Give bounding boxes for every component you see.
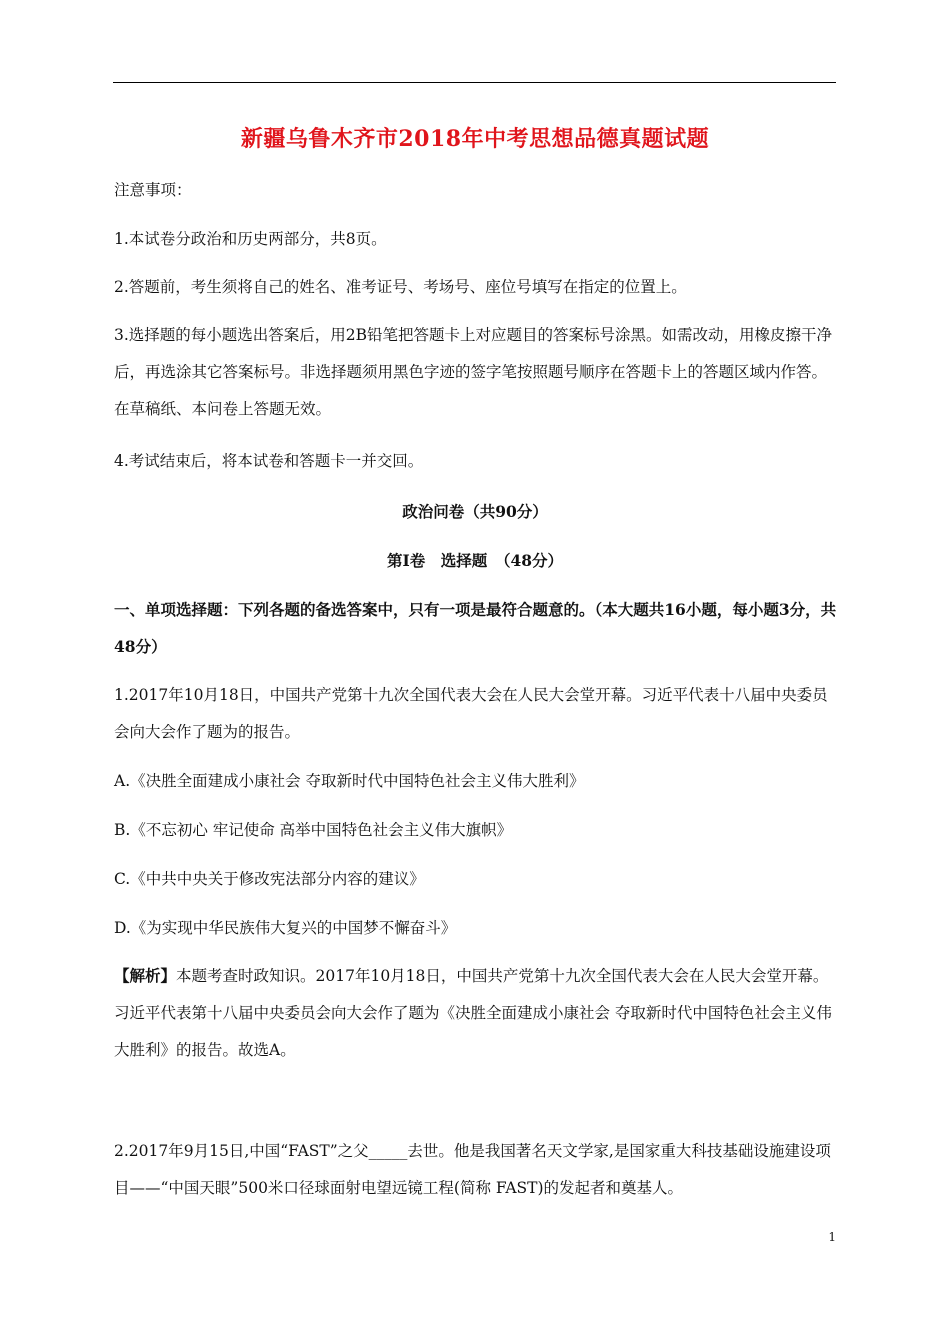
notice-item-1: 1.本试卷分政治和历史两部分，共8页。 <box>114 230 387 248</box>
question-1-stem: 1.2017年10月18日，中国共产党第十九次全国代表大会在人民大会堂开幕。习近平代表十八届中央委员会向大会作了题为的报告。 <box>114 686 828 741</box>
notice-item-3: 3.选择题的每小题选出答案后，用2B铅笔把答题卡上对应题目的答案标号涂黑。如需改动，用橡皮擦干净后，再选涂其它答案标号。非选择题须用黑色字迹的签字笔按照题号顺序在答题卡上的答题区域内作答。在草稿纸、本问卷上答题无效。 <box>114 326 833 418</box>
question-1-option-d: D.《为实现中华民族伟大复兴的中国梦不懈奋斗》 <box>114 919 457 937</box>
question-1-option-c: C.《中共中央关于修改宪法部分内容的建议》 <box>114 870 425 888</box>
question-2-stem: 2.2017年9月15日,中国“FAST”之父_____去世。他是我国著名天文学家,是国家重大科技基础设施建设项目——“中国天眼”500米口径球面射电望远镜工程(简称 FAST)的发起者和奠基人。 <box>114 1142 831 1197</box>
part-title: 第Ⅰ卷 选择题 （48分） <box>386 551 564 570</box>
question-1-option-a: A.《决胜全面建成小康社会 夺取新时代中国特色社会主义伟大胜利》 <box>114 772 585 790</box>
analysis-label: 【解析】 <box>114 966 177 985</box>
notice-item-2: 2.答题前，考生须将自己的姓名、准考证号、考场号、座位号填写在指定的位置上。 <box>114 278 687 296</box>
section-instruction: 一、单项选择题：下列各题的备选答案中，只有一项是最符合题意的。（本大题共16小题，每小题3分，共48分） <box>114 600 837 656</box>
notice-item-4: 4.考试结束后，将本试卷和答题卡一并交回。 <box>114 452 424 470</box>
header-rule <box>113 82 836 83</box>
section-title: 政治问卷（共90分） <box>402 502 548 521</box>
analysis-text: 本题考查时政知识。2017年10月18日，中国共产党第十九次全国代表大会在人民大会堂开幕。习近平代表第十八届中央委员会向大会作了题为《决胜全面建成小康社会 夺取新时代中国特色社会主义伟大胜利》的报告。故选A。 <box>114 967 832 1059</box>
question-1-option-b: B.《不忘初心 牢记使命 高举中国特色社会主义伟大旗帜》 <box>114 821 513 839</box>
question-1-analysis <box>114 957 838 1069</box>
document-title: 新疆乌鲁木齐市2018年中考思想品德真题试题 <box>240 126 710 152</box>
page-number: 1 <box>828 1230 836 1244</box>
notice-heading: 注意事项： <box>114 181 192 199</box>
